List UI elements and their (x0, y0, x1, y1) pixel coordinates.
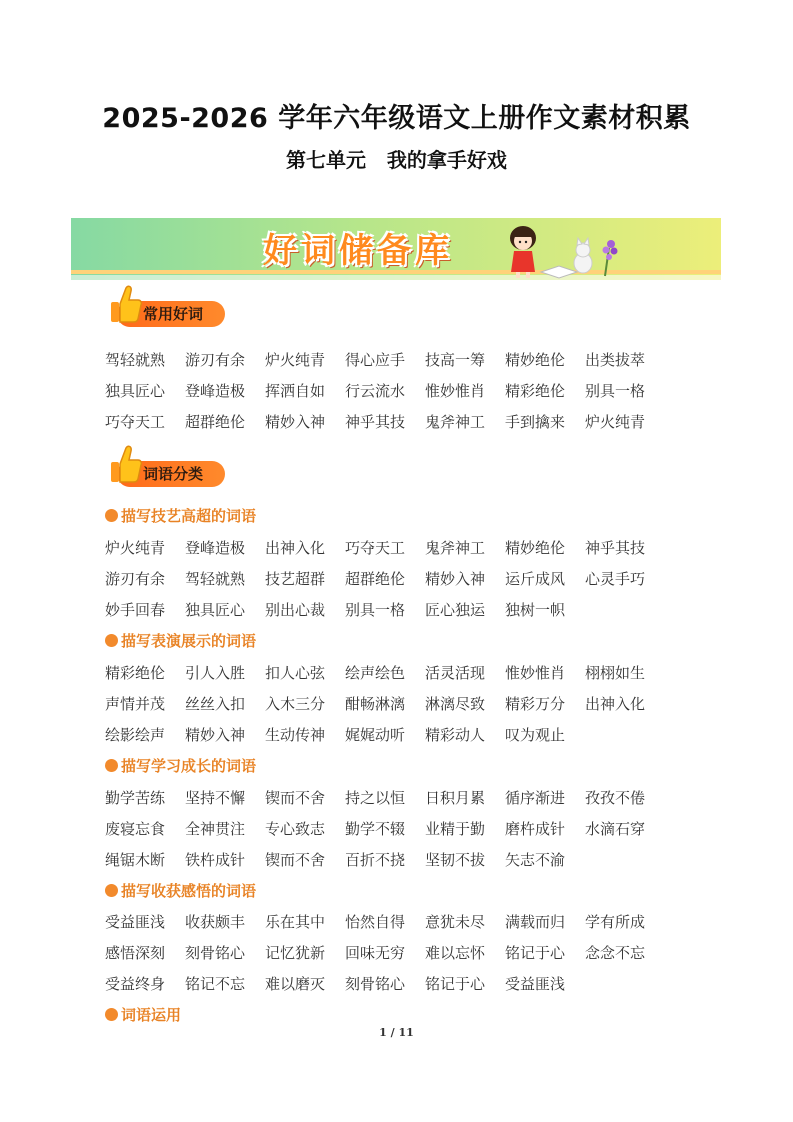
word-item: 记忆犹新 (265, 944, 326, 962)
word-item: 鬼斧神工 (425, 413, 486, 431)
word-item: 神乎其技 (345, 413, 406, 431)
word-item: 驾轻就熟 (185, 570, 246, 588)
word-item: 矢志不渝 (505, 851, 566, 869)
word-item: 学有所成 (585, 913, 646, 931)
banner-title: 好词储备库 (263, 231, 453, 271)
word-item: 受益终身 (105, 975, 166, 993)
word-item: 别出心裁 (265, 601, 326, 619)
category-heading: 描写收获感悟的词语 (105, 879, 256, 903)
word-item: 出神入化 (265, 539, 326, 557)
word-item: 挥洒自如 (265, 382, 326, 400)
word-item: 磨杵成针 (505, 820, 566, 838)
word-row (105, 594, 705, 625)
thumbs-up-icon (107, 284, 143, 324)
word-item: 坚韧不拔 (425, 851, 486, 869)
word-item: 百折不挠 (345, 851, 406, 869)
word-row (105, 344, 705, 375)
word-item: 别具一格 (345, 601, 406, 619)
category-heading: 描写表演展示的词语 (105, 629, 256, 653)
word-item: 勤学不辍 (345, 820, 406, 838)
word-item: 独树一帜 (505, 601, 566, 619)
page-number: 1 / 11 (379, 1026, 414, 1039)
category-words-table (105, 906, 705, 999)
word-item: 铭记不忘 (185, 975, 246, 993)
word-item: 持之以恒 (345, 789, 406, 807)
section-banner (71, 218, 721, 280)
word-item: 回味无穷 (345, 944, 406, 962)
word-item: 炉火纯青 (585, 413, 646, 431)
word-item: 绳锯木断 (105, 851, 166, 869)
document-subtitle: 第七单元 我的拿手好戏 (286, 148, 507, 172)
word-row (105, 657, 705, 688)
word-item: 孜孜不倦 (585, 789, 646, 807)
orange-dot-icon (105, 759, 118, 772)
word-item: 刻骨铭心 (185, 944, 246, 962)
word-item: 出类拔萃 (585, 351, 646, 369)
word-item: 扣人心弦 (265, 664, 326, 682)
word-item: 酣畅淋漓 (345, 695, 406, 713)
word-item: 技高一筹 (425, 351, 486, 369)
word-item: 出神入化 (585, 695, 646, 713)
word-item: 生动传神 (265, 726, 326, 744)
word-item: 炉火纯青 (105, 539, 166, 557)
word-item: 锲而不舍 (265, 789, 326, 807)
word-item: 游刃有余 (185, 351, 246, 369)
word-row (105, 688, 705, 719)
word-item: 日积月累 (425, 789, 486, 807)
word-item: 精妙绝伦 (505, 351, 566, 369)
word-item: 炉火纯青 (265, 351, 326, 369)
word-item: 鬼斧神工 (425, 539, 486, 557)
word-item: 全神贯注 (185, 820, 246, 838)
tag-label: 词语分类 (143, 465, 204, 483)
reading-girl-illustration (501, 218, 631, 280)
orange-dot-icon (105, 1008, 118, 1021)
word-item: 巧夺天工 (105, 413, 166, 431)
orange-dot-icon (105, 884, 118, 897)
word-item: 念念不忘 (585, 944, 646, 962)
word-item: 心灵手巧 (585, 570, 646, 588)
word-item: 巧夺天工 (345, 539, 406, 557)
word-item: 难以磨灭 (265, 975, 326, 993)
word-item: 精彩万分 (505, 695, 566, 713)
word-item: 绘声绘色 (345, 664, 406, 682)
word-item: 收获颇丰 (185, 913, 246, 931)
word-item: 铁杵成针 (185, 851, 246, 869)
thumbs-up-icon (107, 444, 143, 484)
word-item: 精彩绝伦 (505, 382, 566, 400)
word-item: 叹为观止 (505, 726, 566, 744)
word-item: 刻骨铭心 (345, 975, 406, 993)
word-item: 匠心独运 (425, 601, 486, 619)
word-item: 乐在其中 (265, 913, 326, 931)
word-item: 满载而归 (505, 913, 566, 931)
word-item: 运斤成风 (505, 570, 566, 588)
word-item: 声情并茂 (105, 695, 166, 713)
word-item: 入木三分 (265, 695, 326, 713)
category-words-table (105, 532, 705, 625)
word-item: 别具一格 (585, 382, 646, 400)
word-item: 游刃有余 (105, 570, 166, 588)
category-words-table (105, 782, 705, 875)
word-item: 丝丝入扣 (185, 695, 246, 713)
word-item: 精彩绝伦 (105, 664, 166, 682)
word-row (105, 719, 705, 750)
word-item: 独具匠心 (185, 601, 246, 619)
category-heading: 描写技艺高超的词语 (105, 504, 256, 528)
word-item: 业精于勤 (425, 820, 486, 838)
tag-common-words (107, 298, 225, 328)
word-item: 坚持不懈 (185, 789, 246, 807)
word-item: 受益匪浅 (105, 913, 166, 931)
word-item: 惟妙惟肖 (425, 382, 486, 400)
word-item: 活灵活现 (425, 664, 486, 682)
category-words-table (105, 657, 705, 750)
word-row (105, 563, 705, 594)
word-item: 登峰造极 (185, 539, 246, 557)
word-item: 废寝忘食 (105, 820, 166, 838)
category-heading: 描写学习成长的词语 (105, 754, 256, 778)
word-item: 意犹未尽 (425, 913, 486, 931)
word-row (105, 782, 705, 813)
word-item: 难以忘怀 (425, 944, 486, 962)
word-item: 受益匪浅 (505, 975, 566, 993)
word-item: 精彩动人 (425, 726, 486, 744)
orange-dot-icon (105, 634, 118, 647)
word-item: 引人入胜 (185, 664, 246, 682)
word-item: 怡然自得 (345, 913, 406, 931)
word-item: 栩栩如生 (585, 664, 646, 682)
word-item: 精妙入神 (425, 570, 486, 588)
tag-word-categories (107, 458, 225, 488)
word-item: 得心应手 (345, 351, 406, 369)
word-item: 精妙入神 (265, 413, 326, 431)
word-item: 妙手回春 (105, 601, 166, 619)
document-title: 2025-2026 学年六年级语文上册作文素材积累 (102, 103, 691, 134)
word-item: 神乎其技 (585, 539, 646, 557)
common-words-table (105, 344, 705, 437)
word-item: 驾轻就熟 (105, 351, 166, 369)
word-row (105, 532, 705, 563)
word-item: 手到擒来 (505, 413, 566, 431)
word-item: 感悟深刻 (105, 944, 166, 962)
word-item: 铭记于心 (505, 944, 566, 962)
word-item: 勤学苦练 (105, 789, 166, 807)
category-heading: 词语运用 (105, 1003, 181, 1027)
word-item: 水滴石穿 (585, 820, 646, 838)
orange-dot-icon (105, 509, 118, 522)
word-item: 铭记于心 (425, 975, 486, 993)
word-item: 娓娓动听 (345, 726, 406, 744)
tag-label: 常用好词 (143, 305, 204, 323)
word-item: 绘影绘声 (105, 726, 166, 744)
word-item: 循序渐进 (505, 789, 566, 807)
word-row (105, 406, 705, 437)
word-row (105, 937, 705, 968)
word-item: 行云流水 (345, 382, 406, 400)
word-item: 技艺超群 (265, 570, 326, 588)
word-item: 超群绝伦 (345, 570, 406, 588)
word-item: 淋漓尽致 (425, 695, 486, 713)
word-item: 登峰造极 (185, 382, 246, 400)
word-row (105, 906, 705, 937)
word-item: 精妙入神 (185, 726, 246, 744)
word-row (105, 375, 705, 406)
word-item: 超群绝伦 (185, 413, 246, 431)
word-item: 专心致志 (265, 820, 326, 838)
word-row (105, 813, 705, 844)
word-item: 锲而不舍 (265, 851, 326, 869)
word-item: 独具匠心 (105, 382, 166, 400)
word-item: 精妙绝伦 (505, 539, 566, 557)
word-item: 惟妙惟肖 (505, 664, 566, 682)
word-row (105, 844, 705, 875)
word-row (105, 968, 705, 999)
